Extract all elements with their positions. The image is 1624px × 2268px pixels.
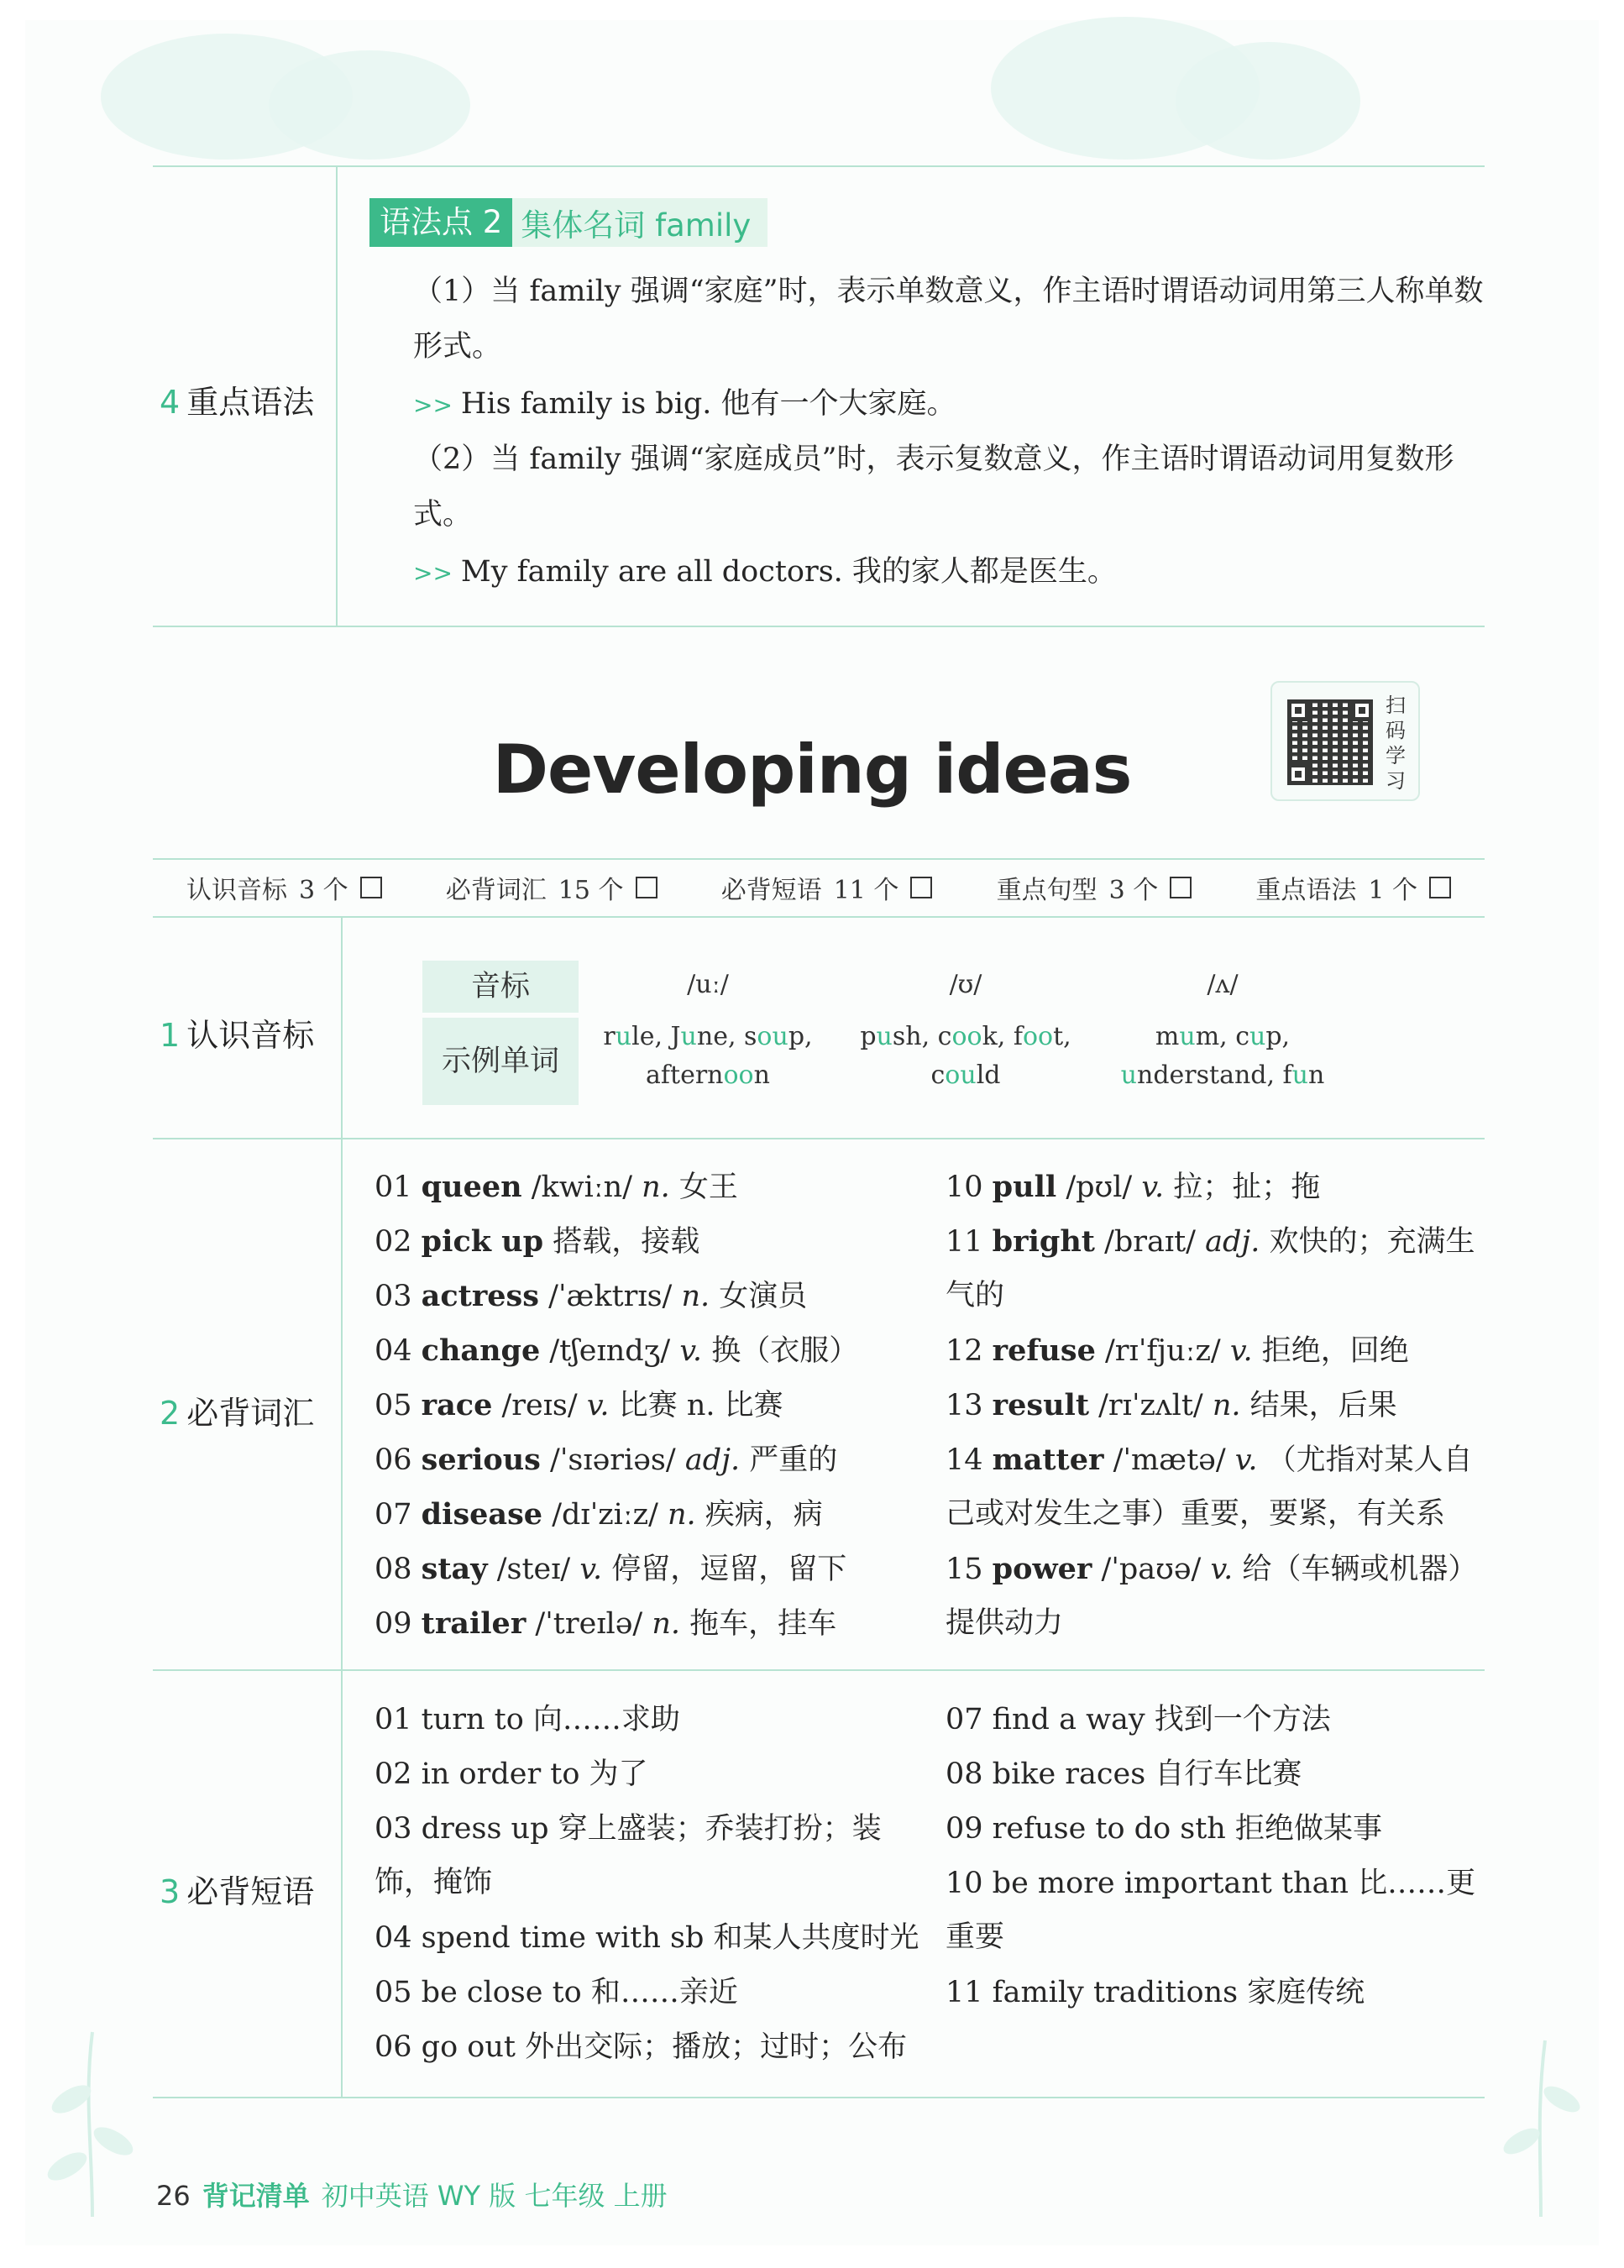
part-of-speech: v. xyxy=(577,1389,610,1422)
meaning: 搭载，接载 xyxy=(543,1225,700,1259)
arrow-icon: >> xyxy=(413,391,453,419)
item-number: 03 xyxy=(375,1280,422,1313)
section-label-phonetics: 1 认识音标 xyxy=(160,1017,315,1054)
phonetic: /ˈsɪəriəs/ xyxy=(540,1443,676,1477)
arrow-icon: >> xyxy=(413,559,453,587)
headword: matter xyxy=(992,1443,1104,1477)
headword: stay xyxy=(421,1552,488,1586)
meaning: 拒绝，回绝 xyxy=(1252,1334,1409,1368)
phrase-item: 08 bike races 自行车比赛 xyxy=(946,1757,1302,1791)
grammar-point-badge: 语法点 2 xyxy=(369,198,512,247)
phrase-item: 03 dress up 穿上盛装；乔装打扮；装饰，掩饰 xyxy=(375,1812,882,1899)
meaning: （尤指对某人自己或对发生之事）重要，要紧，有关系 xyxy=(946,1443,1473,1531)
example-words: rule, June, soup, xyxy=(603,1022,813,1051)
phrase-item: 05 be close to 和……亲近 xyxy=(375,1976,738,2009)
phonetic-symbol: /ʊ/ xyxy=(949,970,982,999)
example-words: mum, cup, xyxy=(1155,1022,1291,1051)
rule-phrases-bottom xyxy=(153,2097,1485,2098)
phonetic: /rɪˈzʌlt/ xyxy=(1089,1389,1203,1422)
vocab-item xyxy=(946,1215,1485,1323)
part-of-speech: v. xyxy=(1220,1334,1253,1368)
phonetic: /braɪt/ xyxy=(1094,1225,1196,1259)
headword: disease xyxy=(421,1497,543,1532)
item-number: 11 xyxy=(946,1225,993,1259)
phrase-item: 11 family traditions 家庭传统 xyxy=(946,1976,1365,2009)
example-words: afternoon xyxy=(646,1061,770,1090)
page-title: Developing ideas xyxy=(492,731,1132,809)
vocab-item xyxy=(375,1597,912,1651)
phrase-item: 07 find a way 找到一个方法 xyxy=(946,1703,1331,1736)
vocab-item xyxy=(375,1433,912,1487)
leaf-decoration-icon xyxy=(34,1998,151,2217)
checklist-stats-bar xyxy=(153,859,1485,916)
grammar-rule-2: （2）当 family 强调“家庭成员”时，表示复数意义，作主语时谓语动词用复数形式。 xyxy=(413,443,1454,532)
part-of-speech: n. xyxy=(642,1607,681,1641)
vocab-item xyxy=(375,1543,912,1596)
phonetic-symbol: /uː/ xyxy=(687,970,729,999)
item-number: 15 xyxy=(946,1553,993,1586)
item-number: 12 xyxy=(946,1334,993,1368)
vocab-item xyxy=(375,1270,912,1323)
meaning: 严重的 xyxy=(740,1443,838,1477)
phrase-item: 06 go out 外出交际；播放；过时；公布 xyxy=(375,2030,908,2064)
grammar-point-topic: 集体名词 family xyxy=(521,207,752,244)
headword: bright xyxy=(992,1224,1095,1259)
item-number: 10 xyxy=(946,1171,993,1204)
part-of-speech: adj. xyxy=(1195,1225,1260,1259)
phonetic: /ˈtreɪlə/ xyxy=(526,1607,643,1641)
stat-item: 必背短语 11 个 xyxy=(721,869,933,906)
part-of-speech: v. xyxy=(1201,1553,1234,1586)
meaning: 女王 xyxy=(669,1171,738,1204)
item-number: 09 xyxy=(375,1607,422,1641)
vocab-item xyxy=(375,1488,912,1542)
section-label-grammar: 4 重点语法 xyxy=(160,384,315,421)
vocab-item xyxy=(375,1324,912,1378)
vocab-item xyxy=(946,1379,1485,1433)
decor-cloud xyxy=(1176,42,1360,160)
vocab-item xyxy=(946,1324,1485,1378)
grammar-point-title xyxy=(369,198,767,247)
phonetic: /ˈpaʊə/ xyxy=(1092,1553,1202,1586)
part-of-speech: v. xyxy=(1225,1443,1258,1477)
phrase-item: 04 spend time with sb 和某人共度时光 xyxy=(375,1921,919,1955)
headword: pick up xyxy=(421,1224,544,1259)
item-number: 08 xyxy=(375,1553,422,1586)
checkbox[interactable] xyxy=(1429,877,1451,898)
vocab-item xyxy=(375,1379,912,1433)
item-number: 06 xyxy=(375,1443,422,1477)
section-label-vocabulary: 2 必背词汇 xyxy=(160,1395,315,1432)
item-number: 14 xyxy=(946,1443,993,1477)
item-number: 01 xyxy=(375,1171,422,1204)
headword: change xyxy=(421,1333,541,1368)
phonetic: /rɪˈfjuːz/ xyxy=(1095,1334,1221,1368)
phonetic: /reɪs/ xyxy=(492,1389,578,1422)
phrase-item: 02 in order to 为了 xyxy=(375,1757,648,1791)
headword: refuse xyxy=(992,1333,1096,1368)
item-number: 07 xyxy=(375,1498,422,1532)
item-number: 05 xyxy=(375,1389,422,1422)
phonetic-column xyxy=(840,966,1092,1095)
part-of-speech: n. xyxy=(672,1280,710,1313)
item-number: 02 xyxy=(375,1225,422,1259)
part-of-speech: adj. xyxy=(675,1443,741,1477)
rule-phonetics-divider xyxy=(341,916,343,2097)
meaning: 比赛 n. 比赛 xyxy=(609,1389,783,1422)
vocab-item xyxy=(946,1160,1485,1214)
book-name: 初中英语 WY 版 七年级 上册 xyxy=(321,2180,668,2212)
example-words: push, cook, foot, xyxy=(860,1022,1071,1051)
phonetic: /dɪˈziːz/ xyxy=(542,1498,658,1532)
phonetic: /pʊl/ xyxy=(1056,1171,1133,1204)
checkbox[interactable] xyxy=(636,877,657,898)
vocab-item xyxy=(375,1215,912,1269)
phonetic: /ˈmætə/ xyxy=(1103,1443,1226,1477)
item-number: 13 xyxy=(946,1389,993,1422)
meaning: 停留，逗留，留下 xyxy=(602,1553,847,1586)
part-of-speech: n. xyxy=(631,1171,670,1204)
part-of-speech: v. xyxy=(1132,1171,1165,1204)
rule-grammar-divider xyxy=(336,165,338,626)
phrase-item: 09 refuse to do sth 拒绝做某事 xyxy=(946,1812,1382,1846)
phonetic: /kwiːn/ xyxy=(521,1171,632,1204)
meaning: 给（车辆或机器）提供动力 xyxy=(946,1553,1478,1640)
phonetic: /steɪ/ xyxy=(487,1553,571,1586)
phonetic: /ˈæktrɪs/ xyxy=(538,1280,673,1313)
stat-item: 重点语法 1 个 xyxy=(1255,869,1451,906)
item-number: 04 xyxy=(375,1334,422,1368)
decor-cloud xyxy=(269,50,470,160)
part-of-speech: n. xyxy=(1202,1389,1241,1422)
example-words: understand, fun xyxy=(1120,1061,1325,1090)
page-footer xyxy=(156,2175,668,2213)
phonetic: /tʃeɪndʒ/ xyxy=(540,1334,671,1368)
part-of-speech: v. xyxy=(570,1553,603,1586)
phonetic-column xyxy=(582,966,834,1095)
headword: actress xyxy=(421,1279,539,1313)
stat-item: 重点句型 3 个 xyxy=(997,869,1192,906)
headword: queen xyxy=(421,1170,522,1204)
vocab-item xyxy=(946,1433,1485,1541)
part-of-speech: v. xyxy=(670,1334,703,1368)
meaning: 拉；扯；拖 xyxy=(1164,1171,1321,1204)
vocab-item xyxy=(946,1543,1485,1650)
rule-grammar-top xyxy=(153,165,1485,167)
stat-item: 认识音标 3 个 xyxy=(186,869,382,906)
part-of-speech: n. xyxy=(657,1498,696,1532)
headword: power xyxy=(992,1552,1092,1586)
rule-vocab-bottom xyxy=(153,1669,1485,1671)
checkbox[interactable] xyxy=(910,877,932,898)
rule-stats-bottom xyxy=(153,916,1485,918)
checkbox[interactable] xyxy=(1170,877,1192,898)
page-number: 26 xyxy=(156,2180,191,2212)
example-header-cell: 示例单词 xyxy=(422,1018,579,1105)
headword: result xyxy=(992,1388,1089,1422)
meaning: 女演员 xyxy=(710,1280,808,1313)
stat-item: 必背词汇 15 个 xyxy=(446,869,657,906)
headword: trailer xyxy=(421,1606,526,1641)
section-label-phrases: 3 必背短语 xyxy=(160,1873,315,1910)
phrase-item: 10 be more important than 比……更重要 xyxy=(946,1867,1476,1954)
phonetic-header-cell: 音标 xyxy=(422,961,579,1013)
meaning: 结果，后果 xyxy=(1240,1389,1397,1422)
leaf-decoration-icon xyxy=(1495,2015,1587,2217)
headword: pull xyxy=(992,1170,1057,1204)
checkbox[interactable] xyxy=(360,877,382,898)
grammar-example-2: >> My family are all doctors. 我的家人都是医生。 xyxy=(413,555,1117,589)
series-name: 背记清单 xyxy=(202,2180,310,2212)
rule-phonetics-bottom xyxy=(153,1138,1485,1139)
meaning: 欢快的；充满生气的 xyxy=(946,1225,1475,1312)
grammar-example-1: >> His family is big. 他有一个大家庭。 xyxy=(413,387,956,421)
rule-grammar-bottom xyxy=(153,626,1485,627)
qr-label: 扫 码 学 习 xyxy=(1386,694,1406,793)
example-words: could xyxy=(930,1061,1001,1090)
vocab-item xyxy=(375,1160,912,1214)
phonetic-symbol: /ʌ/ xyxy=(1207,970,1239,999)
phrase-item: 01 turn to 向……求助 xyxy=(375,1703,680,1736)
meaning: 换（衣服） xyxy=(702,1334,859,1368)
headword: serious xyxy=(421,1443,541,1477)
meaning: 疾病，病 xyxy=(695,1498,823,1532)
headword: race xyxy=(421,1388,493,1422)
phonetic-column xyxy=(1097,966,1349,1095)
meaning: 拖车，挂车 xyxy=(680,1607,837,1641)
grammar-rule-1: （1）当 family 强调“家庭”时，表示单数意义，作主语时谓语动词用第三人称单数形式。 xyxy=(413,275,1484,364)
